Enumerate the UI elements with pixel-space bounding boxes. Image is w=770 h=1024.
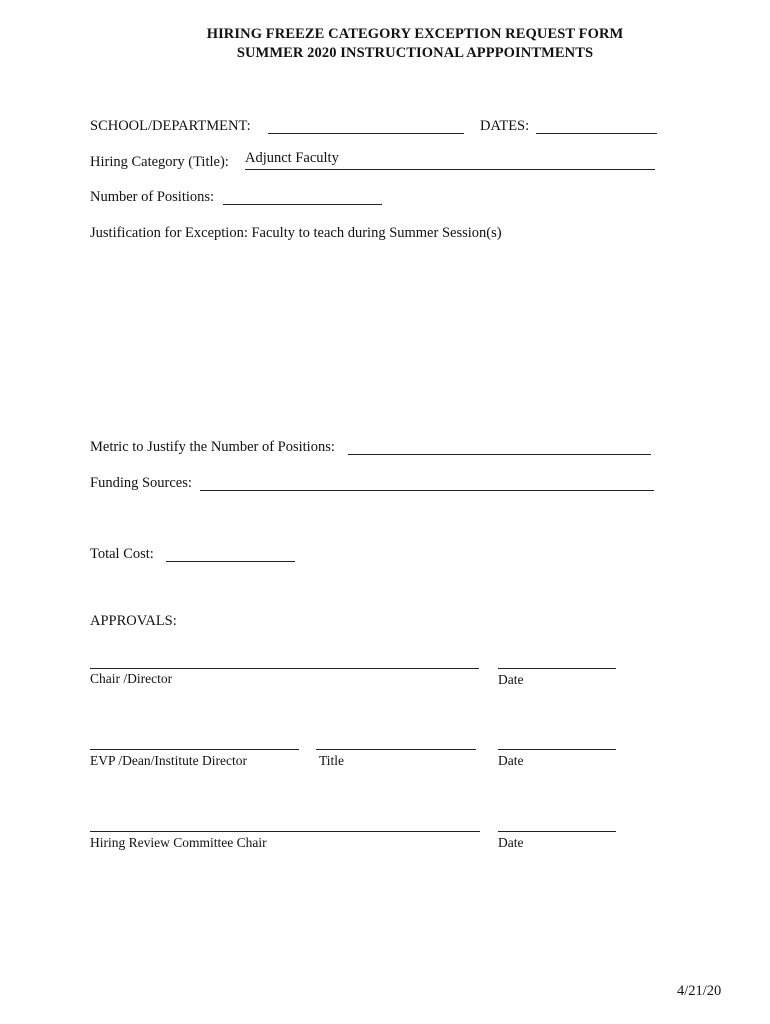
metric-label: Metric to Justify the Number of Positions: bbox=[90, 439, 335, 455]
title-label: Title bbox=[319, 753, 345, 768]
date-label-3: Date bbox=[498, 835, 524, 850]
evp-date-line[interactable] bbox=[498, 749, 616, 750]
evp-dean-signature-line[interactable] bbox=[90, 749, 299, 750]
approvals-heading: APPROVALS: bbox=[90, 613, 177, 629]
evp-title-line[interactable] bbox=[316, 749, 476, 750]
total-cost-label: Total Cost: bbox=[90, 546, 154, 562]
number-of-positions-field[interactable] bbox=[223, 204, 382, 205]
total-cost-field[interactable] bbox=[166, 561, 295, 562]
hiring-review-signature-line[interactable] bbox=[90, 831, 480, 832]
chair-director-label: Chair /Director bbox=[90, 671, 173, 686]
date-label-1: Date bbox=[498, 672, 524, 687]
funding-sources-field[interactable] bbox=[200, 490, 654, 491]
date-label-2: Date bbox=[498, 753, 524, 768]
chair-director-signature-line[interactable] bbox=[90, 668, 479, 669]
chair-director-date-line[interactable] bbox=[498, 668, 616, 669]
evp-dean-label: EVP /Dean/Institute Director bbox=[90, 753, 247, 768]
hiring-category-field[interactable] bbox=[245, 169, 655, 170]
hiring-category-label: Hiring Category (Title): bbox=[90, 154, 229, 170]
metric-field[interactable] bbox=[348, 454, 651, 455]
form-title-line-2: SUMMER 2020 INSTRUCTIONAL APPPOINTMENTS bbox=[236, 45, 594, 61]
funding-sources-label: Funding Sources: bbox=[90, 475, 192, 491]
hiring-review-chair-label: Hiring Review Committee Chair bbox=[90, 835, 267, 850]
school-department-label: SCHOOL/DEPARTMENT: bbox=[90, 118, 251, 134]
number-of-positions-label: Number of Positions: bbox=[90, 189, 215, 205]
school-department-field[interactable] bbox=[268, 133, 464, 134]
dates-label: DATES: bbox=[480, 118, 530, 134]
dates-field[interactable] bbox=[536, 133, 657, 134]
hiring-category-value: Adjunct Faculty bbox=[245, 150, 339, 166]
hiring-review-date-line[interactable] bbox=[498, 831, 616, 832]
footer-date: 4/21/20 bbox=[677, 983, 722, 999]
form-title-line-1: HIRING FREEZE CATEGORY EXCEPTION REQUEST FORM bbox=[206, 26, 624, 42]
justification-label: Justification for Exception: Faculty to teach during Summer Session(s) bbox=[90, 225, 502, 241]
